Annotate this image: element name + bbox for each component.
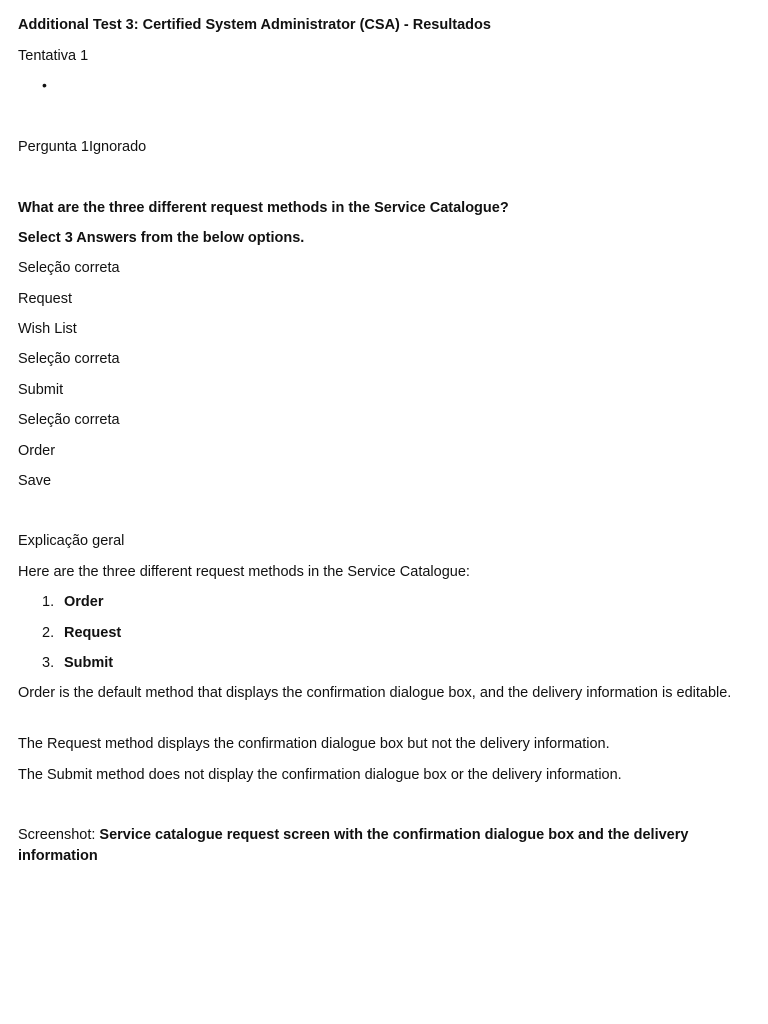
screenshot-caption-text: Service catalogue request screen with the confirmation dialogue box and the delivery information: [18, 827, 689, 864]
correct-selection-marker: Seleção correta: [18, 351, 120, 367]
answer-option-request[interactable]: Request: [18, 291, 73, 307]
question-label: Pergunta 1: [18, 139, 89, 155]
question-header: [18, 137, 146, 157]
explanation-heading: Explicação geral: [18, 533, 125, 549]
answer-option-submit[interactable]: Submit: [18, 382, 64, 398]
list-item: [42, 623, 121, 643]
list-number: 2.: [42, 625, 55, 641]
question-text: What are the three different request methods in the Service Catalogue?: [18, 200, 509, 216]
list-text: Submit: [64, 655, 114, 671]
question-status: Ignorado: [88, 139, 147, 155]
explanation-paragraph: Order is the default method that displays the confirmation dialogue box, and the delivery information is editable.: [18, 685, 732, 701]
screenshot-caption: [18, 825, 738, 867]
correct-selection-marker: Seleção correta: [18, 260, 120, 276]
attempt-bullet: •: [42, 77, 47, 93]
list-item: [42, 653, 113, 673]
explanation-paragraph: The Submit method does not display the confirmation dialogue box or the delivery information.: [18, 767, 622, 783]
explanation-paragraph: The Request method displays the confirmation dialogue box but not the delivery information.: [18, 736, 610, 752]
answer-option-wish-list[interactable]: Wish List: [18, 321, 77, 337]
correct-selection-marker: Seleção correta: [18, 412, 120, 428]
answer-option-save[interactable]: Save: [18, 473, 52, 489]
explanation-intro: Here are the three different request methods in the Service Catalogue:: [18, 564, 470, 580]
page-title: Additional Test 3: Certified System Administrator (CSA) - Resultados: [18, 17, 491, 33]
answer-option-order[interactable]: Order: [18, 443, 56, 459]
screenshot-prefix: Screenshot:: [18, 827, 100, 843]
list-number: 1.: [42, 594, 55, 610]
list-text: Request: [64, 625, 122, 641]
question-instruction: Select 3 Answers from the below options.: [18, 230, 305, 246]
list-number: 3.: [42, 655, 55, 671]
attempt-label: Tentativa 1: [18, 48, 89, 64]
list-item: [42, 592, 104, 612]
list-text: Order: [64, 594, 104, 610]
